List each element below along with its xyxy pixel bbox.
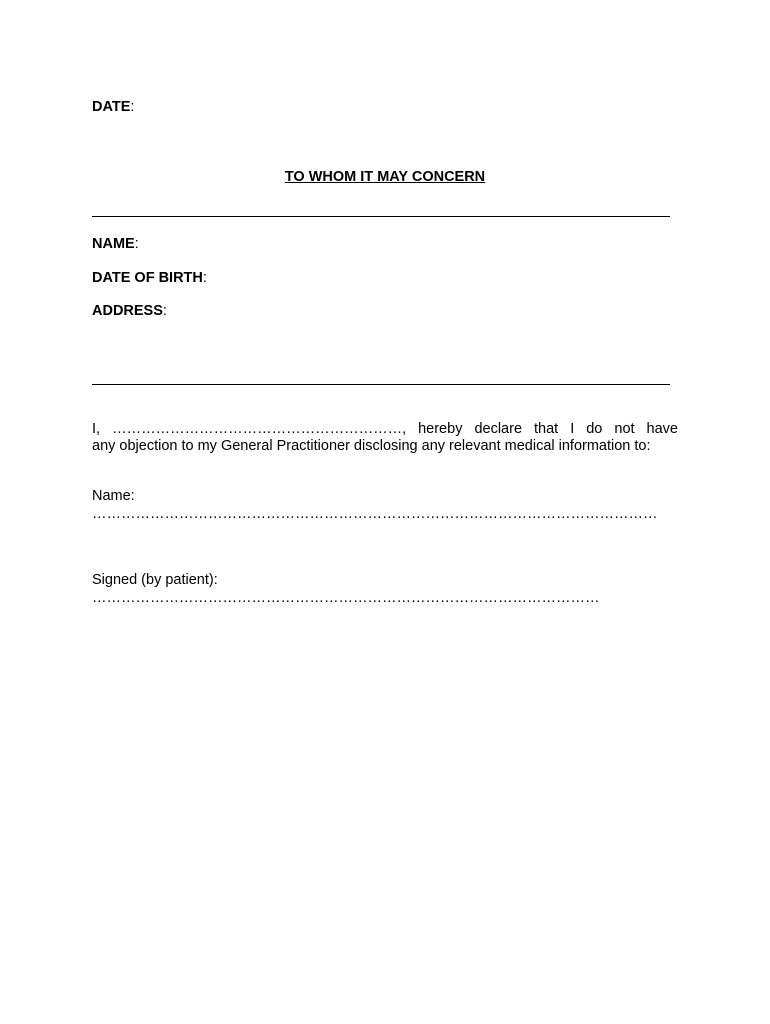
top-divider [92,216,670,217]
date-label: DATE [92,99,131,115]
date-of-birth-label: DATE OF BIRTH [92,270,203,286]
address-colon: : [162,303,167,319]
name-field [92,236,139,252]
letter-title: TO WHOM IT MAY CONCERN [284,169,486,185]
declaration-first-line: I, ……………………………………………………, hereby declare that I do not have [92,421,678,437]
declaration-paragraph [92,421,678,455]
signed-label: Signed (by patient): [92,572,218,588]
bottom-divider [92,384,670,385]
date-field [92,99,134,115]
signature-dotted-line: …………………………………………………………………………………………… [92,590,600,606]
name-colon: : [134,236,139,252]
date-colon: : [130,99,135,115]
date-of-birth-colon: : [202,270,207,286]
address-field [92,303,167,319]
declaration-continuation: any objection to my General Practitioner disclosing any relevant medical information to: [92,438,651,454]
recipient-name-dotted-line: ……………………………………………………………………………………………………… [92,506,658,522]
name-label: NAME [92,236,135,252]
recipient-name-label: Name: [92,488,135,504]
date-of-birth-field [92,270,207,286]
address-label: ADDRESS [92,303,163,319]
